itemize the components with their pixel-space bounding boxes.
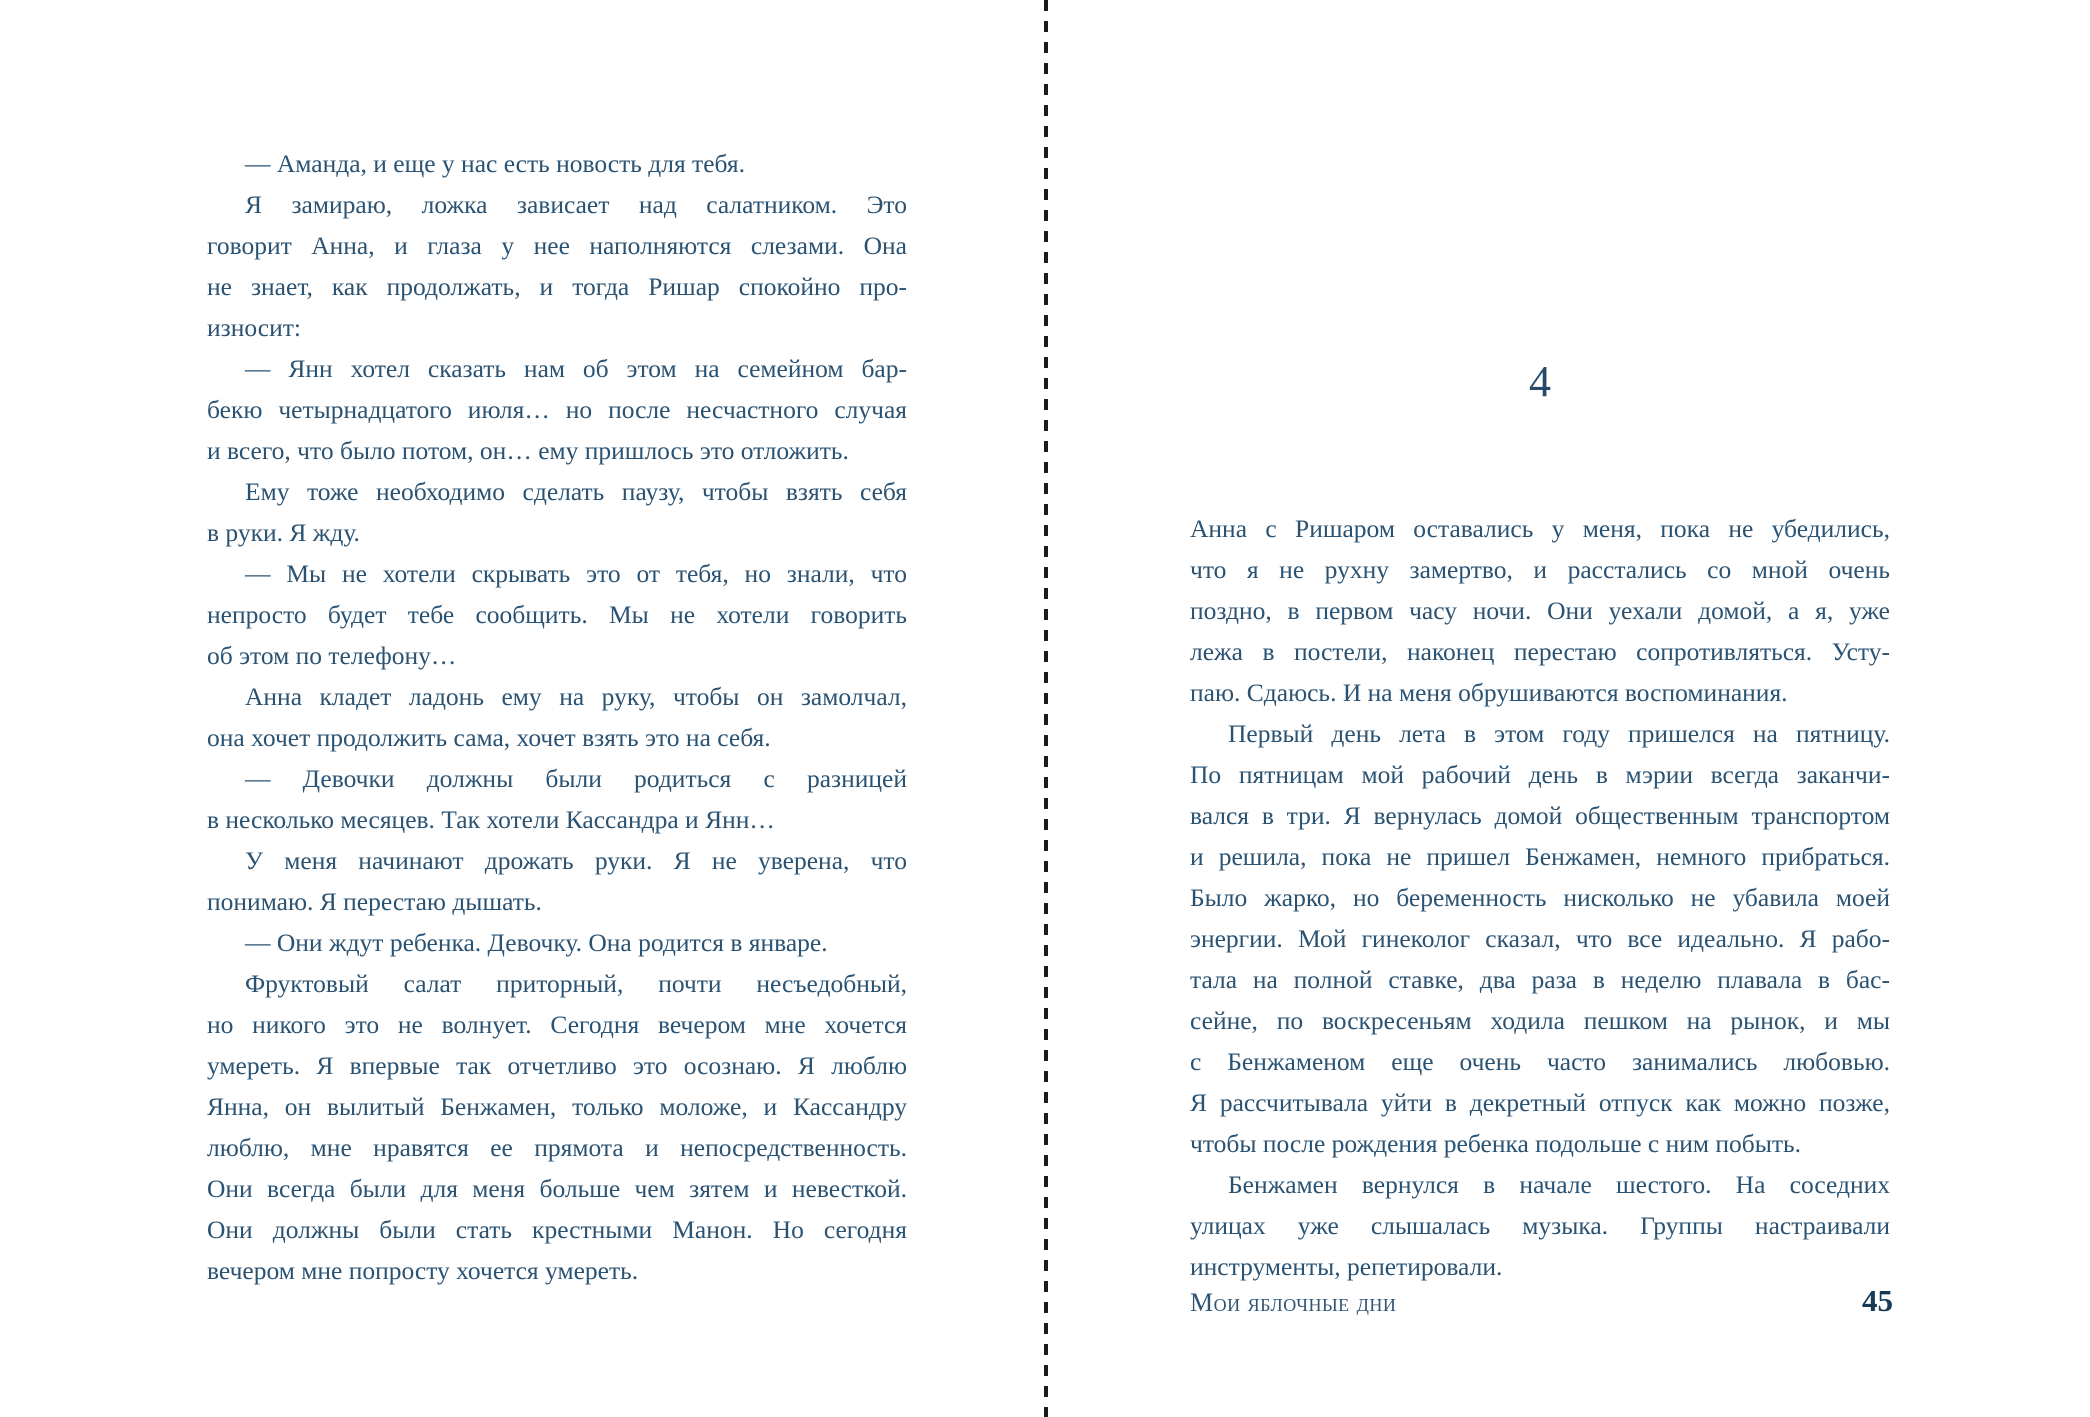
text-line: но никого это не волнует. Сегодня вечером мне хочется [207,1010,907,1039]
text-line: По пятницам мой рабочий день в мэрии всегда заканчи- [1190,760,1890,789]
text-line: тала на полной ставке, два раза в неделю плавала в бас- [1190,965,1890,994]
right-page-body [1190,508,1890,1287]
paragraph [207,348,907,471]
page-number: 45 [1862,1283,1893,1318]
text-line: и решила, пока не пришел Бенжамен, немного прибраться. [1190,842,1890,871]
text-line: Ему тоже необходимо сделать паузу, чтобы взять себя [245,477,907,506]
right-page [1190,0,1890,1417]
text-line: энергии. Мой гинеколог сказал, что все идеально. Я рабо- [1190,924,1890,953]
paragraph [207,758,907,840]
text-line: — Аманда, и еще у нас есть новость для тебя. [245,149,745,178]
text-line: Анна с Ришаром оставались у меня, пока не убедились, [1190,514,1890,543]
text-line: Они должны были стать крестными Манон. Но сегодня [207,1215,907,1244]
text-line: с Бенжаменом еще очень часто занимались любовью. [1190,1047,1890,1076]
left-page [207,143,907,1291]
text-line: У меня начинают дрожать руки. Я не уверена, что [245,846,907,875]
text-line: поздно, в первом часу ночи. Они уехали домой, а я, уже [1190,596,1890,625]
running-title: Мои яблочные дни [1190,1288,1397,1317]
text-line: — Они ждут ребенка. Девочку. Она родится в январе. [245,928,828,957]
text-line: сейне, по воскресеньям ходила пешком на рынок, и мы [1190,1006,1890,1035]
text-line: — Мы не хотели скрывать это от тебя, но знали, что [245,559,907,588]
text-line: износит: [207,313,301,342]
text-line: говорит Анна, и глаза у нее наполняются слезами. Она [207,231,907,260]
text-line: бекю четырнадцатого июля… но после несчастного случая [207,395,907,424]
paragraph [207,676,907,758]
paragraph [207,184,907,348]
text-line: что я не рухну замертво, и расстались со мной очень [1190,555,1890,584]
text-line: Я замираю, ложка зависает над салатником. Это [245,190,907,219]
text-line: в руки. Я жду. [207,518,360,547]
text-line: Я рассчитывала уйти в декретный отпуск как можно позже, [1190,1088,1890,1117]
text-line: чтобы после рождения ребенка подольше с ним побыть. [1190,1129,1802,1158]
page-footer [1190,1283,1893,1319]
text-line: Бенжамен вернулся в начале шестого. На соседних [1228,1170,1890,1199]
text-line: улицах уже слышалась музыка. Группы настраивали [1190,1211,1890,1240]
text-line: об этом по телефону… [207,641,457,670]
text-line: не знает, как продолжать, и тогда Ришар спокойно про- [207,272,907,301]
paragraph [207,922,907,963]
paragraph [207,471,907,553]
text-line: умереть. Я впервые так отчетливо это осознаю. Я люблю [207,1051,907,1080]
paragraph [207,840,907,922]
page-divider [1044,0,1048,1417]
text-line: Было жарко, но беременность нисколько не убавила моей [1190,883,1890,912]
text-line: вался в три. Я вернулась домой общественным транспортом [1190,801,1890,830]
paragraph [1190,713,1890,1164]
text-line: — Янн хотел сказать нам об этом на семейном бар- [245,354,907,383]
text-line: она хочет продолжить сама, хочет взять это на себя. [207,723,771,752]
text-line: инструменты, репетировали. [1190,1252,1503,1281]
paragraph [207,143,907,184]
text-line: Янна, он вылитый Бенжамен, только моложе, и Кассандру [207,1092,907,1121]
text-line: в несколько месяцев. Так хотели Кассандра и Янн… [207,805,775,834]
chapter-number: 4 [1529,357,1551,406]
text-line: Они всегда были для меня больше чем зятем и невесткой. [207,1174,907,1203]
text-line: люблю, мне нравятся ее прямота и непосредственность. [207,1133,907,1162]
text-line: непросто будет тебе сообщить. Мы не хотели говорить [207,600,907,629]
paragraph [1190,508,1890,713]
text-line: вечером мне попросту хочется умереть. [207,1256,639,1285]
text-line: лежа в постели, наконец перестаю сопротивляться. Усту- [1190,637,1890,666]
text-line: и всего, что было потом, он… ему пришлось это отложить. [207,436,849,465]
text-line: Фруктовый салат приторный, почти несъедобный, [245,969,907,998]
text-line: понимаю. Я перестаю дышать. [207,887,542,916]
paragraph [207,963,907,1291]
text-line: паю. Сдаюсь. И на меня обрушиваются воспоминания. [1190,678,1788,707]
text-line: — Девочки должны были родиться с разницей [245,764,907,793]
paragraph [1190,1164,1890,1287]
text-line: Анна кладет ладонь ему на руку, чтобы он замолчал, [245,682,907,711]
paragraph [207,553,907,676]
text-line: Первый день лета в этом году пришелся на пятницу. [1228,719,1890,748]
